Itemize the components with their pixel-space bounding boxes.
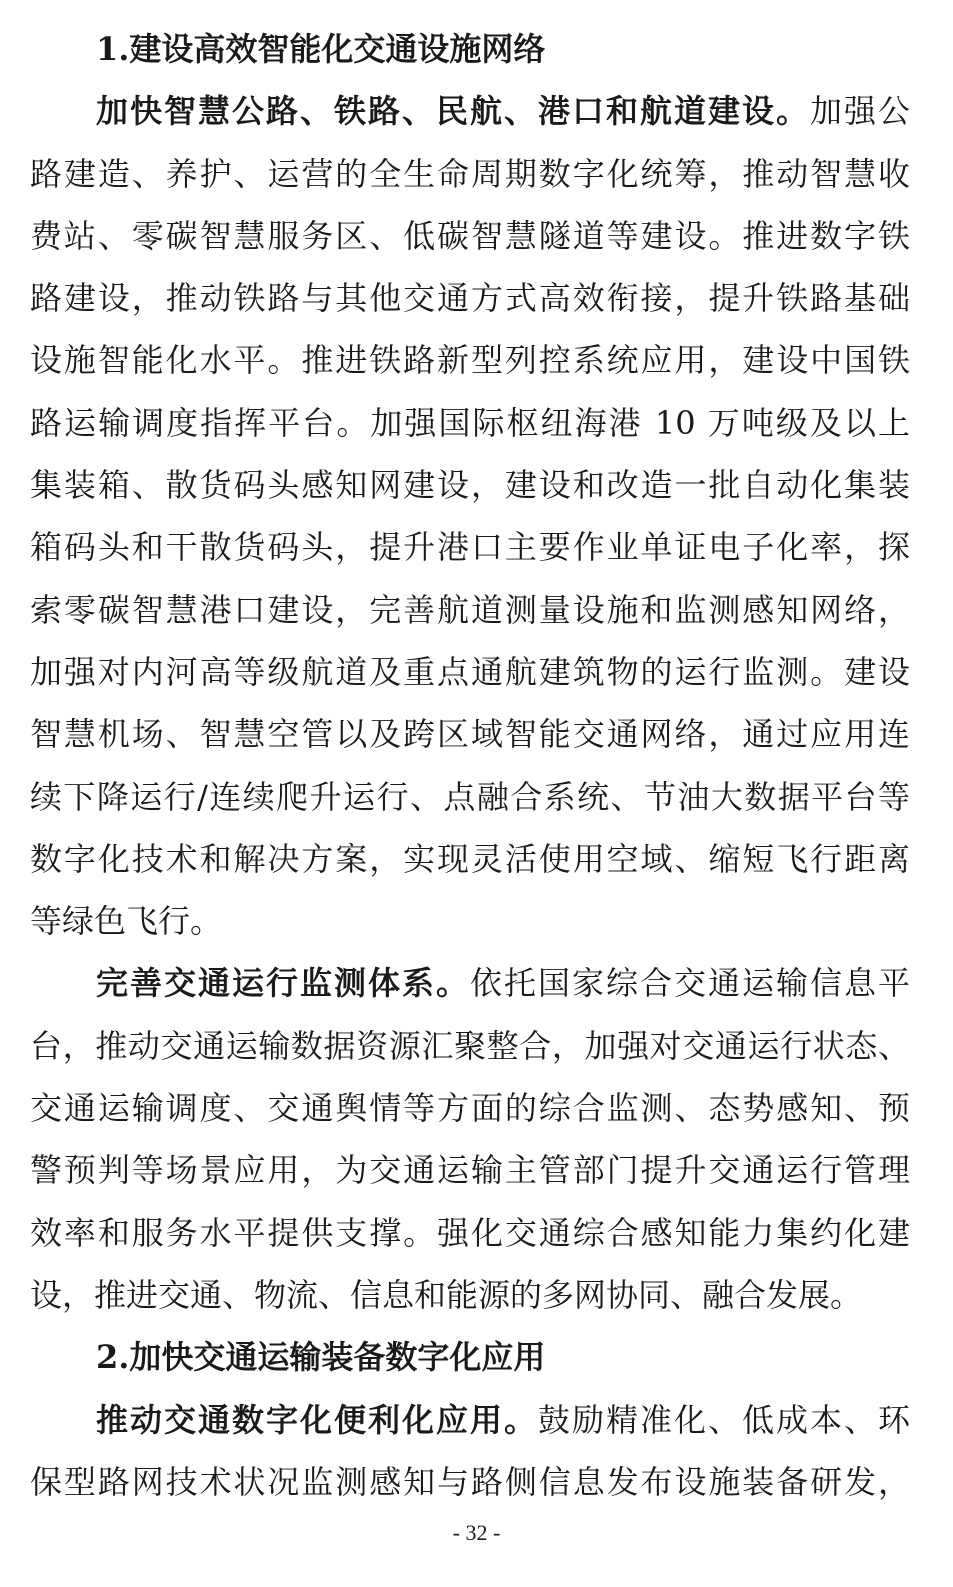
section-heading-2: 2.加快交通运输装备数字化应用 [96, 1338, 546, 1377]
paragraph-2-line-3: 交通运输调度、交通舆情等方面的综合监测、态势感知、预 [30, 1089, 910, 1128]
paragraph-3-line-2: 保型路网技术状况监测感知与路侧信息发布设施装备研发， [30, 1462, 910, 1501]
paragraph-2-line-6: 设，推进交通、物流、信息和能源的多网协同、融合发展。 [30, 1275, 863, 1314]
paragraph-3-line-1 [30, 1389, 910, 1451]
paragraph-1-line-5: 设施智能化水平。推进铁路新型列控系统应用，建设中国铁 [30, 341, 910, 380]
paragraph-1-lead: 加快智慧公路、铁路、民航、港口和航道建设。 [96, 92, 810, 131]
paragraph-1-line-9: 索零碳智慧港口建设，完善航道测量设施和监测感知网络， [30, 590, 910, 629]
paragraph-1-line-14: 等绿色飞行。 [30, 902, 223, 941]
page-number: - 32 - [452, 1520, 501, 1545]
paragraph-3-line-1-text: 鼓励精准化、低成本、环 [537, 1400, 910, 1439]
paragraph-2-lead: 完善交通运行监测体系。 [96, 964, 470, 1003]
paragraph-1-line-4: 路建设，推动铁路与其他交通方式高效衔接，提升铁路基础 [30, 279, 910, 318]
document-page [30, 18, 910, 1513]
paragraph-2-line-1 [30, 952, 910, 1014]
paragraph-3-lead: 推动交通数字化便利化应用。 [96, 1400, 538, 1439]
paragraph-1-line-8: 箱码头和干散货码头，提升港口主要作业单证电子化率，探 [30, 528, 910, 567]
paragraph-1-line-1 [30, 80, 910, 142]
paragraph-2-line-2: 台，推动交通运输数据资源汇聚整合，加强对交通运行状态、 [30, 1026, 910, 1065]
paragraph-2-line-1-text: 依托国家综合交通运输信息平 [470, 964, 910, 1003]
paragraph-1-line-2: 路建造、养护、运营的全生命周期数字化统筹，推动智慧收 [30, 154, 910, 193]
paragraph-1-line-7: 集装箱、散货码头感知网建设，建设和改造一批自动化集装 [30, 466, 910, 505]
paragraph-1-line-3: 费站、零碳智慧服务区、低碳智慧隧道等建设。推进数字铁 [30, 216, 910, 255]
paragraph-1-line-10: 加强对内河高等级航道及重点通航建筑物的运行监测。建设 [30, 652, 910, 691]
paragraph-1-line-1-text: 加强公 [809, 92, 910, 131]
paragraph-2-line-5: 效率和服务水平提供支撑。强化交通综合感知能力集约化建 [30, 1213, 910, 1252]
paragraph-1-line-11: 智慧机场、智慧空管以及跨区域智能交通网络，通过应用连 [30, 715, 910, 754]
paragraph-2-line-4: 警预判等场景应用，为交通运输主管部门提升交通运行管理 [30, 1151, 910, 1190]
paragraph-1-line-12: 续下降运行/连续爬升运行、点融合系统、节油大数据平台等 [30, 777, 910, 816]
section-heading-1: 1.建设高效智能化交通设施网络 [96, 30, 546, 68]
paragraph-1-line-6: 路运输调度指挥平台。加强国际枢纽海港 10 万吨级及以上 [30, 403, 910, 442]
paragraph-1-line-13: 数字化技术和解决方案，实现灵活使用空域、缩短飞行距离 [30, 839, 910, 878]
